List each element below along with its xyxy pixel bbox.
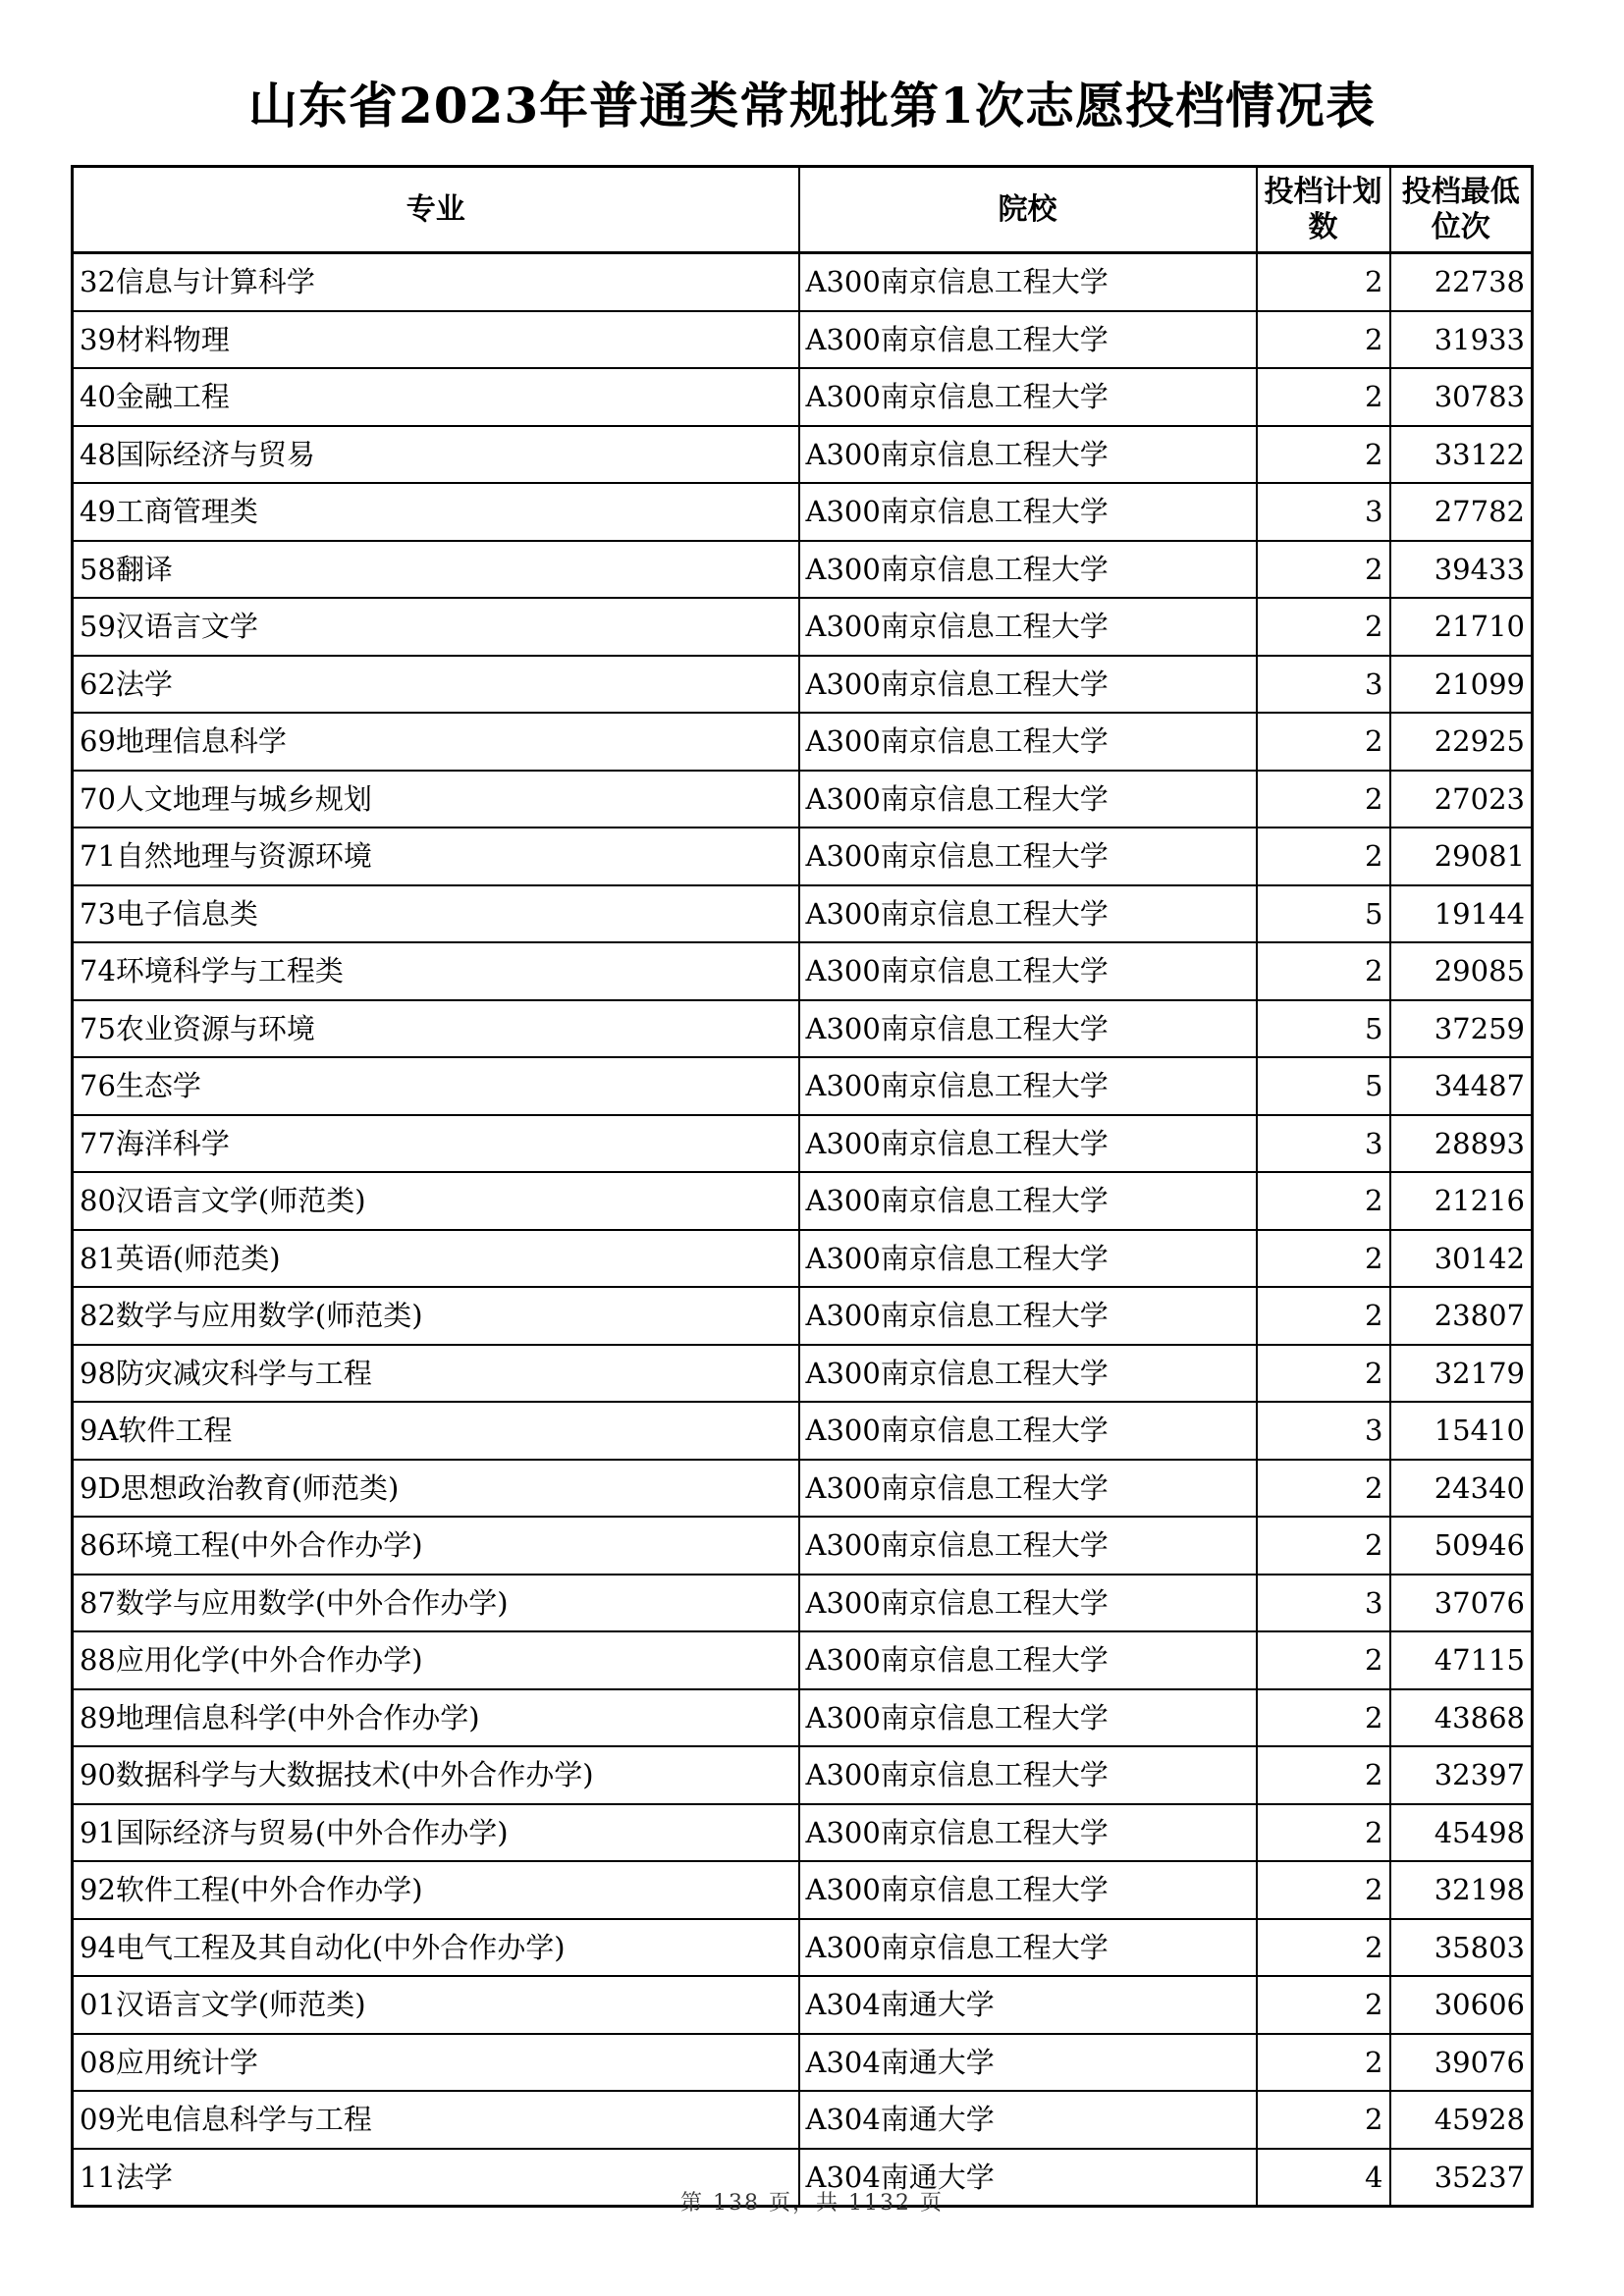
table-row [73,1345,1533,1403]
table-row [73,1172,1533,1230]
plan-count-cell: 2 [1257,311,1390,369]
min-rank-cell: 24340 [1390,1460,1533,1518]
min-rank-cell: 27023 [1390,771,1533,828]
school-cell: A300南京信息工程大学 [799,1402,1257,1460]
table-row [73,713,1533,771]
table-row [73,656,1533,714]
min-rank-cell: 34487 [1390,1057,1533,1115]
major-cell: 77海洋科学 [73,1115,799,1173]
school-cell: A300南京信息工程大学 [799,1172,1257,1230]
min-rank-cell: 28893 [1390,1115,1533,1173]
table-row [73,311,1533,369]
major-cell: 88应用化学(中外合作办学) [73,1631,799,1689]
major-cell: 62法学 [73,656,799,714]
major-cell: 01汉语言文学(师范类) [73,1976,799,2034]
plan-count-cell: 3 [1257,1575,1390,1632]
major-cell: 87数学与应用数学(中外合作办学) [73,1575,799,1632]
min-rank-cell: 39076 [1390,2034,1533,2092]
min-rank-cell: 27782 [1390,483,1533,541]
min-rank-cell: 37076 [1390,1575,1533,1632]
plan-count-cell: 2 [1257,368,1390,426]
school-cell: A300南京信息工程大学 [799,1345,1257,1403]
table-row [73,598,1533,656]
min-rank-cell: 19144 [1390,885,1533,943]
school-cell: A300南京信息工程大学 [799,942,1257,1000]
school-cell: A300南京信息工程大学 [799,368,1257,426]
header-school: 院校 [799,167,1257,253]
table-row [73,1861,1533,1919]
plan-count-cell: 2 [1257,828,1390,885]
major-cell: 75农业资源与环境 [73,1000,799,1058]
major-cell: 89地理信息科学(中外合作办学) [73,1689,799,1747]
major-cell: 59汉语言文学 [73,598,799,656]
table-row [73,1000,1533,1058]
min-rank-cell: 32179 [1390,1345,1533,1403]
plan-count-cell: 3 [1257,483,1390,541]
school-cell: A300南京信息工程大学 [799,1057,1257,1115]
major-cell: 74环境科学与工程类 [73,942,799,1000]
table-row [73,1631,1533,1689]
plan-count-cell: 3 [1257,1402,1390,1460]
header-plan: 投档计划数 [1257,167,1390,253]
min-rank-cell: 23807 [1390,1287,1533,1345]
min-rank-cell: 15410 [1390,1402,1533,1460]
min-rank-cell: 22738 [1390,253,1533,311]
plan-count-cell: 2 [1257,1460,1390,1518]
major-cell: 32信息与计算科学 [73,253,799,311]
table-row [73,1057,1533,1115]
school-cell: A304南通大学 [799,1976,1257,2034]
min-rank-cell: 33122 [1390,426,1533,484]
min-rank-cell: 29081 [1390,828,1533,885]
page-title: 山东省2023年普通类常规批第1次志愿投档情况表 [248,77,1376,134]
plan-count-cell: 2 [1257,426,1390,484]
plan-count-cell: 2 [1257,541,1390,599]
school-cell: A300南京信息工程大学 [799,656,1257,714]
table-row [73,541,1533,599]
table-row [73,1689,1533,1747]
plan-count-cell: 2 [1257,713,1390,771]
plan-count-cell: 2 [1257,771,1390,828]
plan-count-cell: 5 [1257,1000,1390,1058]
school-cell: A300南京信息工程大学 [799,1861,1257,1919]
school-cell: A300南京信息工程大学 [799,426,1257,484]
major-cell: 90数据科学与大数据技术(中外合作办学) [73,1746,799,1804]
min-rank-cell: 32198 [1390,1861,1533,1919]
table-row [73,2034,1533,2092]
school-cell: A300南京信息工程大学 [799,1746,1257,1804]
school-cell: A300南京信息工程大学 [799,1631,1257,1689]
major-cell: 09光电信息科学与工程 [73,2091,799,2149]
table-row [73,1460,1533,1518]
min-rank-cell: 21216 [1390,1172,1533,1230]
plan-count-cell: 2 [1257,1345,1390,1403]
min-rank-cell: 45928 [1390,2091,1533,2149]
plan-count-cell: 2 [1257,1861,1390,1919]
min-rank-cell: 32397 [1390,1746,1533,1804]
school-cell: A300南京信息工程大学 [799,311,1257,369]
plan-count-cell: 2 [1257,1287,1390,1345]
plan-count-cell: 2 [1257,1517,1390,1575]
table-header-row [73,167,1533,253]
school-cell: A300南京信息工程大学 [799,1287,1257,1345]
min-rank-cell: 35803 [1390,1919,1533,1977]
school-cell: A304南通大学 [799,2034,1257,2092]
min-rank-cell: 21710 [1390,598,1533,656]
major-cell: 86环境工程(中外合作办学) [73,1517,799,1575]
min-rank-cell: 30783 [1390,368,1533,426]
plan-count-cell: 2 [1257,1976,1390,2034]
school-cell: A304南通大学 [799,2091,1257,2149]
school-cell: A300南京信息工程大学 [799,1000,1257,1058]
table-row [73,1919,1533,1977]
min-rank-cell: 50946 [1390,1517,1533,1575]
plan-count-cell: 2 [1257,1804,1390,1862]
min-rank-cell: 30606 [1390,1976,1533,2034]
major-cell: 71自然地理与资源环境 [73,828,799,885]
min-rank-cell: 22925 [1390,713,1533,771]
table-row [73,426,1533,484]
major-cell: 58翻译 [73,541,799,599]
major-cell: 08应用统计学 [73,2034,799,2092]
school-cell: A300南京信息工程大学 [799,713,1257,771]
table-row [73,1230,1533,1288]
plan-count-cell: 2 [1257,942,1390,1000]
min-rank-cell: 35237 [1390,2149,1533,2207]
major-cell: 70人文地理与城乡规划 [73,771,799,828]
major-cell: 91国际经济与贸易(中外合作办学) [73,1804,799,1862]
school-cell: A300南京信息工程大学 [799,1919,1257,1977]
major-cell: 39材料物理 [73,311,799,369]
table-row [73,1804,1533,1862]
major-cell: 80汉语言文学(师范类) [73,1172,799,1230]
min-rank-cell: 45498 [1390,1804,1533,1862]
plan-count-cell: 2 [1257,1746,1390,1804]
table-row [73,1287,1533,1345]
school-cell: A300南京信息工程大学 [799,1804,1257,1862]
min-rank-cell: 47115 [1390,1631,1533,1689]
major-cell: 82数学与应用数学(师范类) [73,1287,799,1345]
table-row [73,1517,1533,1575]
table-row [73,368,1533,426]
header-rank: 投档最低位次 [1390,167,1533,253]
school-cell: A300南京信息工程大学 [799,1460,1257,1518]
major-cell: 98防灾减灾科学与工程 [73,1345,799,1403]
major-cell: 81英语(师范类) [73,1230,799,1288]
major-cell: 48国际经济与贸易 [73,426,799,484]
plan-count-cell: 2 [1257,253,1390,311]
school-cell: A300南京信息工程大学 [799,1517,1257,1575]
min-rank-cell: 31933 [1390,311,1533,369]
page-footer: 第 138 页，共 1132 页 [680,2191,944,2216]
major-cell: 40金融工程 [73,368,799,426]
min-rank-cell: 21099 [1390,656,1533,714]
major-cell: 69地理信息科学 [73,713,799,771]
plan-count-cell: 3 [1257,1115,1390,1173]
table-row [73,1402,1533,1460]
school-cell: A300南京信息工程大学 [799,541,1257,599]
school-cell: A304南通大学 [799,2149,1257,2207]
table-row [73,253,1533,311]
plan-count-cell: 2 [1257,2091,1390,2149]
plan-count-cell: 3 [1257,656,1390,714]
major-cell: 92软件工程(中外合作办学) [73,1861,799,1919]
school-cell: A300南京信息工程大学 [799,483,1257,541]
table-row [73,1115,1533,1173]
table-row [73,885,1533,943]
major-cell: 11法学 [73,2149,799,2207]
min-rank-cell: 39433 [1390,541,1533,599]
major-cell: 9A软件工程 [73,1402,799,1460]
major-cell: 9D思想政治教育(师范类) [73,1460,799,1518]
table-row [73,1575,1533,1632]
major-cell: 94电气工程及其自动化(中外合作办学) [73,1919,799,1977]
plan-count-cell: 2 [1257,2034,1390,2092]
plan-count-cell: 2 [1257,1172,1390,1230]
plan-count-cell: 2 [1257,1919,1390,1977]
plan-count-cell: 5 [1257,885,1390,943]
major-cell: 49工商管理类 [73,483,799,541]
school-cell: A300南京信息工程大学 [799,1230,1257,1288]
school-cell: A300南京信息工程大学 [799,1575,1257,1632]
admission-table [71,165,1534,2208]
school-cell: A300南京信息工程大学 [799,828,1257,885]
major-cell: 76生态学 [73,1057,799,1115]
min-rank-cell: 30142 [1390,1230,1533,1288]
school-cell: A300南京信息工程大学 [799,598,1257,656]
plan-count-cell: 2 [1257,1230,1390,1288]
school-cell: A300南京信息工程大学 [799,1689,1257,1747]
major-cell: 73电子信息类 [73,885,799,943]
table-row [73,771,1533,828]
min-rank-cell: 37259 [1390,1000,1533,1058]
school-cell: A300南京信息工程大学 [799,1115,1257,1173]
plan-count-cell: 2 [1257,1689,1390,1747]
table-row [73,1976,1533,2034]
table-row [73,483,1533,541]
table-row [73,942,1533,1000]
school-cell: A300南京信息工程大学 [799,885,1257,943]
plan-count-cell: 2 [1257,598,1390,656]
table-body [73,253,1533,2207]
min-rank-cell: 29085 [1390,942,1533,1000]
min-rank-cell: 43868 [1390,1689,1533,1747]
plan-count-cell: 2 [1257,1631,1390,1689]
header-major: 专业 [73,167,799,253]
school-cell: A300南京信息工程大学 [799,253,1257,311]
table-row [73,2091,1533,2149]
school-cell: A300南京信息工程大学 [799,771,1257,828]
plan-count-cell: 4 [1257,2149,1390,2207]
table-row [73,1746,1533,1804]
table-row [73,828,1533,885]
plan-count-cell: 5 [1257,1057,1390,1115]
